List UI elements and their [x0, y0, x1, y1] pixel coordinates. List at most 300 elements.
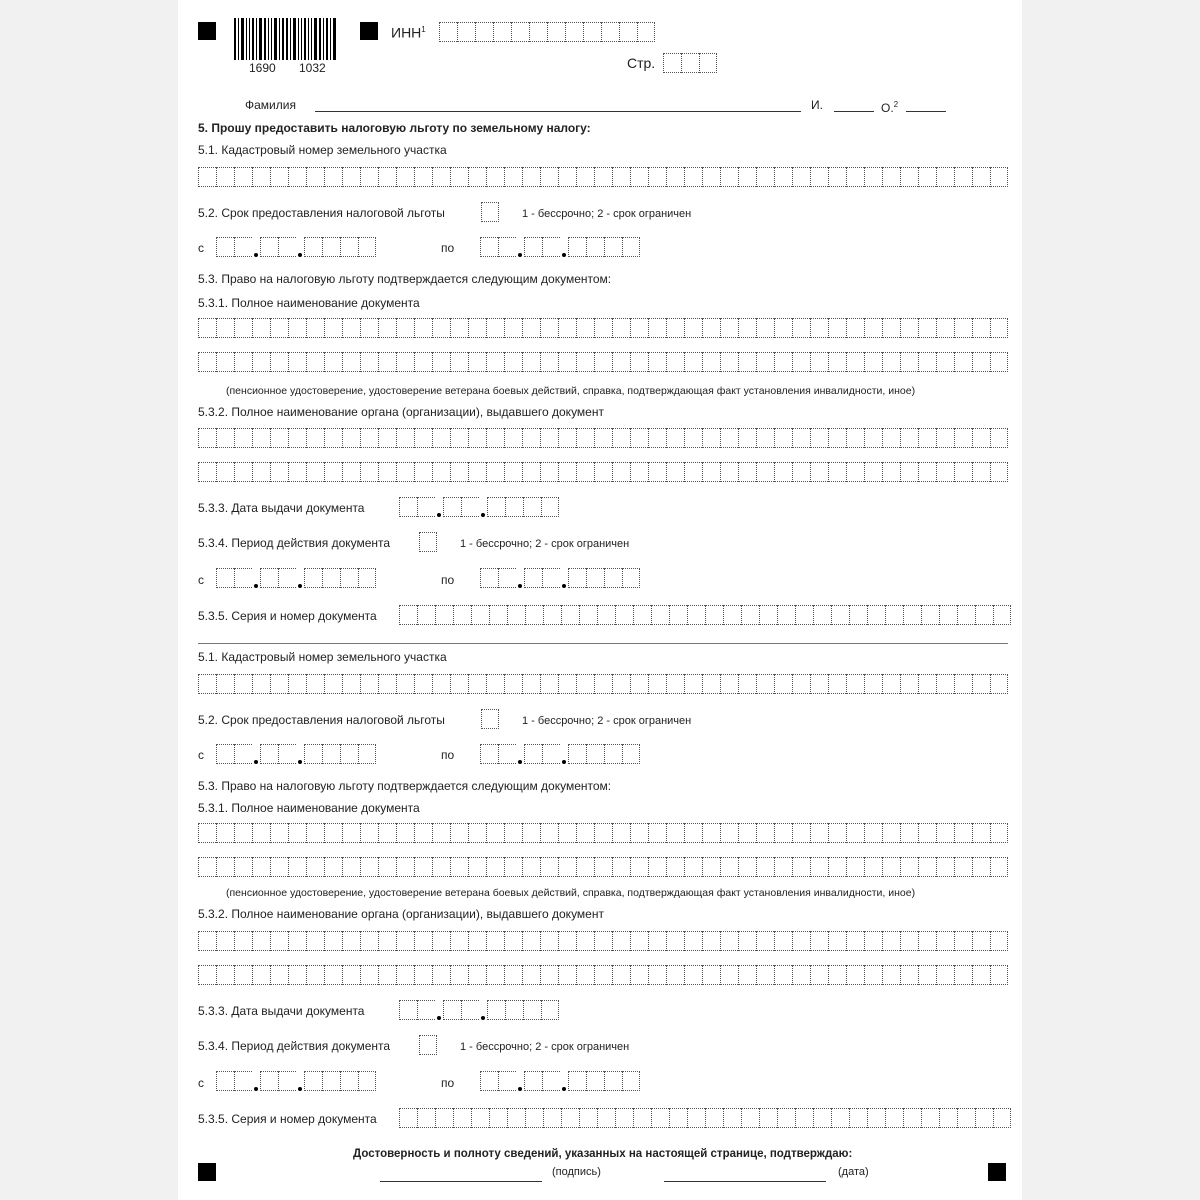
input-cell[interactable] [340, 1071, 358, 1091]
input-cell[interactable] [576, 318, 594, 338]
term-to-date-cells[interactable] [480, 744, 640, 764]
input-cell[interactable] [252, 674, 270, 694]
input-cell[interactable] [936, 318, 954, 338]
input-cell[interactable] [720, 674, 738, 694]
input-cell[interactable] [720, 352, 738, 372]
input-cell[interactable] [576, 167, 594, 187]
input-cell[interactable] [498, 1071, 516, 1091]
input-cell[interactable] [396, 823, 414, 843]
input-cell[interactable] [972, 965, 990, 985]
input-cell[interactable] [522, 674, 540, 694]
input-cell[interactable] [576, 931, 594, 951]
input-cell[interactable] [396, 462, 414, 482]
input-cell[interactable] [198, 462, 216, 482]
input-cell[interactable] [936, 167, 954, 187]
input-cell[interactable] [453, 1108, 471, 1128]
input-cell[interactable] [432, 931, 450, 951]
input-cell[interactable] [360, 674, 378, 694]
input-cell[interactable] [414, 167, 432, 187]
input-cell[interactable] [586, 1071, 604, 1091]
input-cell[interactable] [792, 462, 810, 482]
input-cell[interactable] [864, 462, 882, 482]
input-cell[interactable] [360, 857, 378, 877]
input-cell[interactable] [648, 857, 666, 877]
input-cell[interactable] [954, 318, 972, 338]
input-cell[interactable] [524, 237, 542, 257]
input-cell[interactable] [774, 352, 792, 372]
input-cell[interactable] [810, 823, 828, 843]
input-cell[interactable] [756, 965, 774, 985]
input-cell[interactable] [630, 428, 648, 448]
input-cell[interactable] [468, 318, 486, 338]
input-cell[interactable] [604, 237, 622, 257]
input-cell[interactable] [684, 674, 702, 694]
input-cell[interactable] [486, 931, 504, 951]
input-cell[interactable] [306, 857, 324, 877]
input-cell[interactable] [738, 931, 756, 951]
input-cell[interactable] [576, 857, 594, 877]
input-cell[interactable] [399, 1000, 417, 1020]
input-cell[interactable] [522, 167, 540, 187]
input-cell[interactable] [234, 462, 252, 482]
input-cell[interactable] [306, 167, 324, 187]
input-cell[interactable] [234, 237, 252, 257]
input-cell[interactable] [198, 965, 216, 985]
input-cell[interactable] [486, 857, 504, 877]
input-cell[interactable] [864, 352, 882, 372]
input-cell[interactable] [936, 931, 954, 951]
input-cell[interactable] [759, 1108, 777, 1128]
input-cell[interactable] [216, 167, 234, 187]
input-cell[interactable] [846, 931, 864, 951]
input-cell[interactable] [918, 352, 936, 372]
input-cell[interactable] [882, 428, 900, 448]
input-cell[interactable] [666, 167, 684, 187]
input-cell[interactable] [288, 823, 306, 843]
input-cell[interactable] [324, 462, 342, 482]
input-cell[interactable] [198, 823, 216, 843]
input-cell[interactable] [216, 237, 234, 257]
input-cell[interactable] [481, 202, 499, 222]
input-cell[interactable] [756, 462, 774, 482]
input-cell[interactable] [360, 462, 378, 482]
input-cell[interactable] [450, 167, 468, 187]
input-cell[interactable] [216, 352, 234, 372]
input-cell[interactable] [252, 428, 270, 448]
input-cell[interactable] [468, 931, 486, 951]
input-cell[interactable] [651, 1108, 669, 1128]
input-cell[interactable] [216, 931, 234, 951]
input-cell[interactable] [990, 965, 1008, 985]
document-name-cells-row1[interactable] [198, 823, 1008, 843]
input-cell[interactable] [594, 674, 612, 694]
input-cell[interactable] [795, 1108, 813, 1128]
input-cell[interactable] [540, 857, 558, 877]
input-cell[interactable] [792, 857, 810, 877]
input-cell[interactable] [612, 674, 630, 694]
input-cell[interactable] [360, 428, 378, 448]
input-cell[interactable] [846, 318, 864, 338]
validity-from-date-cells[interactable] [216, 1071, 376, 1091]
input-cell[interactable] [504, 462, 522, 482]
input-cell[interactable] [828, 965, 846, 985]
input-cell[interactable] [432, 857, 450, 877]
input-cell[interactable] [504, 674, 522, 694]
input-cell[interactable] [774, 318, 792, 338]
input-cell[interactable] [972, 462, 990, 482]
input-cell[interactable] [630, 674, 648, 694]
input-cell[interactable] [504, 167, 522, 187]
input-cell[interactable] [378, 931, 396, 951]
input-cell[interactable] [324, 823, 342, 843]
input-cell[interactable] [954, 857, 972, 877]
input-cell[interactable] [828, 674, 846, 694]
input-cell[interactable] [234, 1071, 252, 1091]
input-cell[interactable] [558, 352, 576, 372]
input-cell[interactable] [198, 428, 216, 448]
input-cell[interactable] [252, 462, 270, 482]
input-cell[interactable] [450, 674, 468, 694]
input-cell[interactable] [486, 462, 504, 482]
input-cell[interactable] [216, 462, 234, 482]
input-cell[interactable] [540, 352, 558, 372]
input-cell[interactable] [702, 428, 720, 448]
input-cell[interactable] [918, 428, 936, 448]
input-cell[interactable] [558, 674, 576, 694]
input-cell[interactable] [702, 318, 720, 338]
input-cell[interactable] [882, 167, 900, 187]
document-name-cells-row1[interactable] [198, 318, 1008, 338]
input-cell[interactable] [576, 965, 594, 985]
input-cell[interactable] [360, 965, 378, 985]
input-cell[interactable] [322, 744, 340, 764]
input-cell[interactable] [396, 352, 414, 372]
input-cell[interactable] [342, 428, 360, 448]
input-cell[interactable] [990, 428, 1008, 448]
input-cell[interactable] [468, 462, 486, 482]
input-cell[interactable] [252, 857, 270, 877]
input-cell[interactable] [216, 965, 234, 985]
input-cell[interactable] [558, 462, 576, 482]
input-cell[interactable] [568, 744, 586, 764]
input-cell[interactable] [604, 1071, 622, 1091]
input-cell[interactable] [234, 352, 252, 372]
input-cell[interactable] [288, 318, 306, 338]
input-cell[interactable] [252, 965, 270, 985]
input-cell[interactable] [867, 1108, 885, 1128]
input-cell[interactable] [936, 674, 954, 694]
input-cell[interactable] [702, 931, 720, 951]
input-cell[interactable] [396, 318, 414, 338]
input-cell[interactable] [594, 318, 612, 338]
input-cell[interactable] [828, 167, 846, 187]
input-cell[interactable] [774, 857, 792, 877]
input-cell[interactable] [828, 428, 846, 448]
input-cell[interactable] [435, 1108, 453, 1128]
input-cell[interactable] [918, 318, 936, 338]
input-cell[interactable] [594, 462, 612, 482]
input-cell[interactable] [756, 352, 774, 372]
input-cell[interactable] [630, 352, 648, 372]
input-cell[interactable] [630, 857, 648, 877]
input-cell[interactable] [198, 931, 216, 951]
input-cell[interactable] [576, 428, 594, 448]
input-cell[interactable] [684, 965, 702, 985]
input-cell[interactable] [954, 167, 972, 187]
input-cell[interactable] [234, 744, 252, 764]
input-cell[interactable] [468, 674, 486, 694]
input-cell[interactable] [234, 823, 252, 843]
input-cell[interactable] [486, 674, 504, 694]
input-cell[interactable] [576, 352, 594, 372]
input-cell[interactable] [831, 1108, 849, 1128]
input-cell[interactable] [864, 428, 882, 448]
input-cell[interactable] [828, 462, 846, 482]
input-cell[interactable] [324, 674, 342, 694]
input-cell[interactable] [234, 931, 252, 951]
input-cell[interactable] [417, 1000, 435, 1020]
input-cell[interactable] [954, 674, 972, 694]
input-cell[interactable] [846, 428, 864, 448]
input-cell[interactable] [342, 965, 360, 985]
input-cell[interactable] [864, 167, 882, 187]
input-cell[interactable] [720, 823, 738, 843]
input-cell[interactable] [541, 1000, 559, 1020]
input-cell[interactable] [340, 744, 358, 764]
input-cell[interactable] [810, 462, 828, 482]
input-cell[interactable] [954, 931, 972, 951]
input-cell[interactable] [324, 318, 342, 338]
input-cell[interactable] [542, 1071, 560, 1091]
input-cell[interactable] [234, 857, 252, 877]
input-cell[interactable] [358, 237, 376, 257]
input-cell[interactable] [774, 674, 792, 694]
issuing-authority-cells-row1[interactable] [198, 931, 1008, 951]
input-cell[interactable] [252, 318, 270, 338]
input-cell[interactable] [378, 167, 396, 187]
input-cell[interactable] [882, 965, 900, 985]
input-cell[interactable] [342, 167, 360, 187]
input-cell[interactable] [792, 167, 810, 187]
input-cell[interactable] [288, 462, 306, 482]
input-cell[interactable] [540, 318, 558, 338]
input-cell[interactable] [630, 167, 648, 187]
input-cell[interactable] [322, 237, 340, 257]
input-cell[interactable] [936, 462, 954, 482]
input-cell[interactable] [498, 744, 516, 764]
input-cell[interactable] [304, 1071, 322, 1091]
input-cell[interactable] [828, 857, 846, 877]
input-cell[interactable] [558, 931, 576, 951]
input-cell[interactable] [756, 318, 774, 338]
input-cell[interactable] [648, 823, 666, 843]
input-cell[interactable] [468, 857, 486, 877]
input-cell[interactable] [936, 428, 954, 448]
input-cell[interactable] [738, 965, 756, 985]
input-cell[interactable] [432, 318, 450, 338]
input-cell[interactable] [972, 428, 990, 448]
input-cell[interactable] [471, 1108, 489, 1128]
input-cell[interactable] [450, 823, 468, 843]
input-cell[interactable] [288, 674, 306, 694]
input-cell[interactable] [414, 674, 432, 694]
input-cell[interactable] [342, 857, 360, 877]
input-cell[interactable] [234, 167, 252, 187]
input-cell[interactable] [252, 823, 270, 843]
input-cell[interactable] [270, 462, 288, 482]
input-cell[interactable] [882, 857, 900, 877]
input-cell[interactable] [648, 674, 666, 694]
input-cell[interactable] [450, 965, 468, 985]
input-cell[interactable] [630, 931, 648, 951]
input-cell[interactable] [576, 462, 594, 482]
validity-period-cell[interactable] [419, 1035, 437, 1055]
input-cell[interactable] [990, 462, 1008, 482]
input-cell[interactable] [648, 352, 666, 372]
input-cell[interactable] [270, 167, 288, 187]
input-cell[interactable] [216, 428, 234, 448]
input-cell[interactable] [864, 965, 882, 985]
input-cell[interactable] [342, 462, 360, 482]
input-cell[interactable] [810, 318, 828, 338]
input-cell[interactable] [288, 857, 306, 877]
input-cell[interactable] [324, 965, 342, 985]
input-cell[interactable] [522, 462, 540, 482]
input-cell[interactable] [633, 1108, 651, 1128]
input-cell[interactable] [198, 167, 216, 187]
input-cell[interactable] [252, 352, 270, 372]
input-cell[interactable] [360, 931, 378, 951]
input-cell[interactable] [216, 674, 234, 694]
input-cell[interactable] [576, 823, 594, 843]
input-cell[interactable] [738, 318, 756, 338]
input-cell[interactable] [505, 1000, 523, 1020]
input-cell[interactable] [270, 674, 288, 694]
input-cell[interactable] [684, 318, 702, 338]
input-cell[interactable] [792, 965, 810, 985]
input-cell[interactable] [612, 823, 630, 843]
input-cell[interactable] [864, 823, 882, 843]
input-cell[interactable] [504, 428, 522, 448]
input-cell[interactable] [507, 1108, 525, 1128]
input-cell[interactable] [594, 857, 612, 877]
input-cell[interactable] [468, 352, 486, 372]
input-cell[interactable] [270, 857, 288, 877]
input-cell[interactable] [432, 352, 450, 372]
input-cell[interactable] [324, 857, 342, 877]
input-cell[interactable] [792, 674, 810, 694]
input-cell[interactable] [723, 1108, 741, 1128]
input-cell[interactable] [846, 352, 864, 372]
input-cell[interactable] [702, 965, 720, 985]
input-cell[interactable] [523, 1000, 541, 1020]
input-cell[interactable] [702, 823, 720, 843]
input-cell[interactable] [468, 167, 486, 187]
input-cell[interactable] [481, 709, 499, 729]
input-cell[interactable] [396, 428, 414, 448]
input-cell[interactable] [252, 167, 270, 187]
term-from-date-cells[interactable] [216, 237, 376, 257]
input-cell[interactable] [900, 318, 918, 338]
input-cell[interactable] [558, 857, 576, 877]
input-cell[interactable] [864, 931, 882, 951]
input-cell[interactable] [414, 428, 432, 448]
input-cell[interactable] [720, 462, 738, 482]
input-cell[interactable] [414, 352, 432, 372]
input-cell[interactable] [322, 1071, 340, 1091]
input-cell[interactable] [597, 1108, 615, 1128]
input-cell[interactable] [705, 1108, 723, 1128]
input-cell[interactable] [504, 857, 522, 877]
input-cell[interactable] [774, 462, 792, 482]
input-cell[interactable] [741, 1108, 759, 1128]
input-cell[interactable] [939, 1108, 957, 1128]
input-cell[interactable] [738, 462, 756, 482]
input-cell[interactable] [504, 965, 522, 985]
input-cell[interactable] [954, 462, 972, 482]
input-cell[interactable] [288, 931, 306, 951]
input-cell[interactable] [792, 428, 810, 448]
input-cell[interactable] [756, 857, 774, 877]
input-cell[interactable] [504, 318, 522, 338]
input-cell[interactable] [522, 965, 540, 985]
input-cell[interactable] [900, 674, 918, 694]
document-name-cells-row2[interactable] [198, 352, 1008, 372]
input-cell[interactable] [558, 428, 576, 448]
input-cell[interactable] [540, 823, 558, 843]
input-cell[interactable] [270, 318, 288, 338]
input-cell[interactable] [594, 167, 612, 187]
input-cell[interactable] [504, 823, 522, 843]
input-cell[interactable] [828, 823, 846, 843]
input-cell[interactable] [342, 352, 360, 372]
input-cell[interactable] [414, 823, 432, 843]
input-cell[interactable] [612, 462, 630, 482]
input-cell[interactable] [396, 931, 414, 951]
input-cell[interactable] [864, 674, 882, 694]
input-cell[interactable] [542, 237, 560, 257]
input-cell[interactable] [648, 167, 666, 187]
input-cell[interactable] [900, 857, 918, 877]
input-cell[interactable] [594, 965, 612, 985]
input-cell[interactable] [972, 823, 990, 843]
input-cell[interactable] [702, 352, 720, 372]
input-cell[interactable] [738, 674, 756, 694]
input-cell[interactable] [774, 931, 792, 951]
input-cell[interactable] [260, 744, 278, 764]
input-cell[interactable] [918, 931, 936, 951]
input-cell[interactable] [615, 1108, 633, 1128]
input-cell[interactable] [849, 1108, 867, 1128]
input-cell[interactable] [666, 823, 684, 843]
input-cell[interactable] [270, 428, 288, 448]
input-cell[interactable] [487, 1000, 505, 1020]
input-cell[interactable] [498, 237, 516, 257]
issuing-authority-cells-row2[interactable] [198, 462, 1008, 482]
input-cell[interactable] [720, 965, 738, 985]
input-cell[interactable] [216, 1071, 234, 1091]
input-cell[interactable] [882, 823, 900, 843]
benefit-term-cell[interactable] [481, 709, 499, 729]
input-cell[interactable] [216, 318, 234, 338]
input-cell[interactable] [864, 857, 882, 877]
input-cell[interactable] [198, 857, 216, 877]
input-cell[interactable] [558, 167, 576, 187]
input-cell[interactable] [270, 823, 288, 843]
input-cell[interactable] [666, 352, 684, 372]
input-cell[interactable] [378, 462, 396, 482]
input-cell[interactable] [432, 167, 450, 187]
